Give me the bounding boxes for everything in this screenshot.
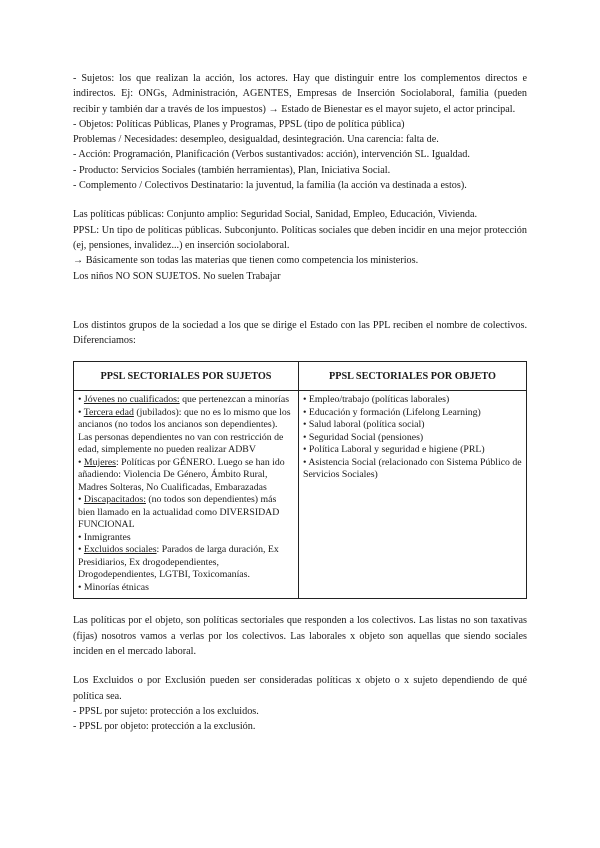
list-item-discapacitados: [78, 494, 294, 532]
discapacitados-label: Discapacitados:: [83, 494, 146, 506]
objetos-line: - Objetos: Políticas Públicas, Planes y Programas, PPSL (tipo de política pública): [73, 118, 405, 130]
mujeres-text: : Políticas por GÉNERO. Luego se han ido añadiendo: Violencia De Género, Ámbito Rural, Madres Solteras, No Cualificadas, Embarazadas: [78, 456, 285, 493]
list-item-asistencia-social: • Asistencia Social (relacionado con Sistema Público de Servicios Sociales): [303, 456, 522, 481]
accion-line: - Acción: Programación, Planificación (Verbos sustantivados: acción), intervención SL. Igualdad.: [73, 149, 470, 161]
sujetos-cell: [74, 391, 299, 599]
ppsl-sujeto-line: - PPSL por sujeto: protección a los excluidos.: [73, 705, 259, 717]
list-item-inmigrantes: • Inmigrantes: [78, 531, 131, 543]
list-item-salud: • Salud laboral (política social): [303, 419, 425, 431]
ppsl-definition: PPSL: Un tipo de políticas públicas. Subconjunto. Políticas sociales que deben incidir en una mejor protección (ej, pensiones, invalidez...) en inserción sociolaboral.: [73, 224, 527, 251]
politicas-publicas-line: Las políticas públicas: Conjunto amplio: Seguridad Social, Sanidad, Empleo, Educación, Vivienda.: [73, 209, 478, 221]
ppsl-table: [73, 361, 527, 599]
bullet: •: [78, 544, 84, 556]
list-item-politica-laboral: • Política Laboral y seguridad e higiene (PRL): [303, 444, 485, 456]
list-item-empleo: • Empleo/trabajo (políticas laborales): [303, 394, 450, 406]
problemas-line: Problemas / Necesidades: desempleo, desigualdad, desintegración. Una carencia: falta de.: [73, 134, 439, 146]
list-item-minorias: • Minorías étnicas: [78, 581, 149, 593]
producto-line: - Producto: Servicios Sociales (también herramientas), Plan, Iniciativa Social.: [73, 164, 391, 176]
excluidos-label: Excluidos sociales: [83, 544, 157, 556]
ministerios-line: → Básicamente son todas las materias que tienen como competencia los ministerios.: [73, 255, 419, 267]
table-body-row: [74, 391, 527, 599]
tercera-edad-label: Tercera edad: [83, 406, 134, 418]
tercera-edad-text: (jubilados): que no es lo mismo que los ancianos (no todos los ancianos son dependientes). Las personas dependientes no van con restricción de edad, simplemente no pueden realizar ADBV: [78, 406, 291, 456]
ninos-line: Los niños NO SON SUJETOS. No suelen Trabajar: [73, 270, 281, 282]
excluidos-paragraph: Los Excluidos o por Exclusión pueden ser consideradas políticas x objeto o x sujeto dependiendo de qué política sea.: [73, 675, 527, 702]
jovenes-label: Jóvenes no cualificados:: [83, 394, 180, 406]
grupos-paragraph: Los distintos grupos de la sociedad a los que se dirige el Estado con las PPL reciben el nombre de colectivos. Diferenciamos:: [73, 319, 527, 347]
list-item-tercera-edad: [78, 407, 294, 457]
complemento-line: - Complemento / Colectivos Destinatario: la juventud, la familia (la acción va destinada a estos).: [73, 180, 467, 192]
ppsl-objeto-line: - PPSL por objeto: protección a la exclusión.: [73, 721, 256, 733]
politicas-objeto-paragraph: Las políticas por el objeto, son políticas sectoriales que responden a los colectivos. Las listas no son taxativas (fijas) nosotros vamos a verlas por los colectivos. Las laborales x objeto son aquellas que siendo sociales inciden en el mercado laboral.: [73, 615, 527, 658]
list-item-mujeres: [78, 457, 294, 495]
sujetos-paragraph: - Sujetos: los que realizan la acción, los actores. Hay que distinguir entre los complementos directos e indirectos. Ej: ONGs, Administración, AGENTES, Empresas de Inserción Sociolaboral, familia (pueden recibir y también dar a través de los impuestos) → Estado de Bienestar es el mayor sujeto, el actor principal.: [73, 73, 527, 115]
bullet: •: [78, 494, 84, 506]
list-item-educacion: • Educación y formación (Lifelong Learning): [303, 406, 481, 418]
header-por-objeto: PPSL SECTORIALES POR OBJETO: [299, 362, 527, 391]
list-item-seguridad-social: • Seguridad Social (pensiones): [303, 431, 424, 443]
discapacitados-text: (no todos son dependientes) más bien llamado en la actualidad como DIVERSIDAD FUNCIONAL: [78, 494, 280, 531]
mujeres-label: Mujeres: [83, 456, 116, 468]
objeto-cell: [299, 391, 527, 599]
list-item-excluidos: [78, 544, 294, 582]
document-page: [73, 71, 527, 735]
bullet: •: [78, 394, 84, 406]
table-header-row: [74, 362, 527, 391]
excluidos-text: : Parados de larga duración, Ex Presidiarios, Ex drogodependientes, Drogodependientes, LGTBI, Toxicomanías.: [78, 544, 279, 581]
bullet: •: [78, 456, 84, 468]
bullet: •: [78, 406, 84, 418]
list-item-jovenes: [78, 394, 294, 407]
header-por-sujetos: PPSL SECTORIALES POR SUJETOS: [74, 362, 299, 391]
jovenes-text: que pertenezcan a minorías: [179, 394, 290, 406]
